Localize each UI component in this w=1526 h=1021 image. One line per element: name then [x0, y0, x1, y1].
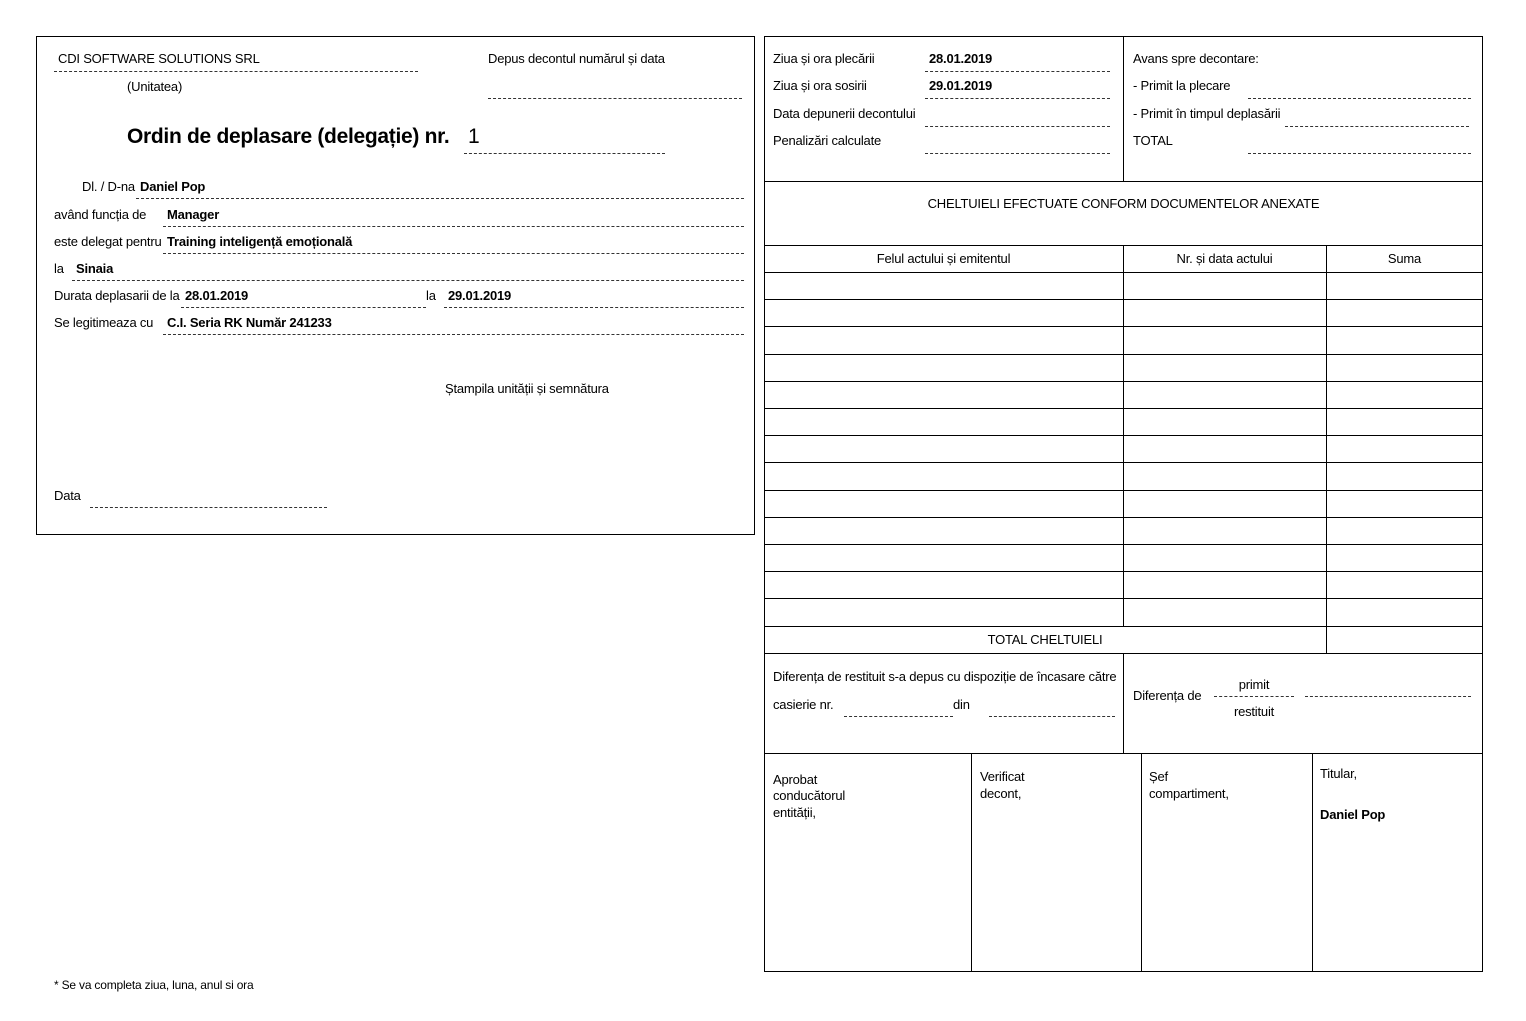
page-title: Ordin de deplasare (delegație) nr.: [127, 125, 450, 148]
top-divider: [1123, 36, 1124, 181]
depus-line[interactable]: [488, 98, 742, 99]
order-number[interactable]: 1: [468, 125, 480, 148]
location-label: la: [54, 261, 64, 276]
holder-name: Daniel Pop: [1320, 807, 1386, 822]
id-label: Se legitimeaza cu: [54, 315, 154, 330]
order-number-line: [464, 153, 665, 154]
company-line: [54, 71, 418, 72]
id-value[interactable]: C.I. Seria RK Număr 241233: [167, 315, 332, 330]
table-row[interactable]: [764, 626, 1483, 627]
table-row[interactable]: [764, 462, 1483, 463]
location-line: [72, 280, 744, 281]
chief-line-2: compartiment,: [1149, 786, 1229, 801]
date-label: Data: [54, 488, 81, 503]
total-expenses-label: TOTAL CHELTUIELI: [987, 632, 1103, 647]
returned-word: restituit: [1233, 704, 1275, 719]
person-label: Dl. / D-na: [82, 179, 135, 194]
penalties-label: Penalizări calculate: [773, 133, 882, 148]
duration-from-value[interactable]: 28.01.2019: [185, 288, 249, 303]
footnote: * Se va completa ziua, luna, anul si ora: [54, 978, 254, 992]
penalties-line[interactable]: [925, 153, 1110, 154]
advance-label: Avans spre decontare:: [1133, 51, 1259, 66]
sig-divider-2: [1141, 753, 1142, 972]
table-row[interactable]: [764, 490, 1483, 491]
arrival-label: Ziua și ora sosirii: [773, 78, 867, 93]
table-row[interactable]: [764, 544, 1483, 545]
received-departure-label: - Primit la plecare: [1133, 78, 1231, 93]
travel-order-form: [36, 36, 755, 535]
received-during-line[interactable]: [1285, 126, 1469, 127]
col-header-sum: Suma: [1387, 251, 1422, 266]
col-header-nr: Nr. și data actului: [1176, 251, 1273, 266]
settlement-date-line[interactable]: [925, 126, 1110, 127]
function-line: [163, 226, 744, 227]
approved-line-1: Aprobat: [773, 772, 818, 787]
approved-line-3: entității,: [773, 805, 816, 820]
table-row[interactable]: [764, 354, 1483, 355]
sig-divider-1: [971, 753, 972, 972]
person-line: [136, 198, 744, 199]
expenses-heading: CHELTUIELI EFECTUATE CONFORM DOCUMENTELOR ANEXATE: [927, 196, 1320, 211]
duration-label: Durata deplasarii de la: [54, 288, 180, 303]
difference-text-2: casierie nr.: [773, 697, 834, 712]
table-col-divider-2: [1326, 245, 1327, 653]
received-departure-line[interactable]: [1248, 98, 1471, 99]
fraction-line: [1214, 696, 1294, 697]
table-row[interactable]: [764, 381, 1483, 382]
table-row[interactable]: [764, 408, 1483, 409]
delegated-label: este delegat pentru: [54, 234, 162, 249]
casierie-nr-line[interactable]: [844, 716, 953, 717]
received-during-label: - Primit în timpul deplasării: [1133, 106, 1281, 121]
casierie-date-line[interactable]: [989, 716, 1115, 717]
date-line[interactable]: [90, 507, 327, 508]
settlement-date-label: Data depunerii decontului: [773, 106, 916, 121]
verified-line-1: Verificat: [980, 769, 1025, 784]
delegated-value[interactable]: Training inteligență emoțională: [167, 234, 353, 249]
col-header-act: Felul actului și emitentul: [876, 251, 1011, 266]
departure-label: Ziua și ora plecării: [773, 51, 875, 66]
table-row[interactable]: [764, 326, 1483, 327]
section-divider: [764, 181, 1483, 182]
id-line: [163, 334, 744, 335]
received-word: primit: [1238, 677, 1270, 692]
table-row[interactable]: [764, 299, 1483, 300]
unit-label: (Unitatea): [127, 79, 183, 94]
table-row[interactable]: [764, 571, 1483, 572]
advance-total-line[interactable]: [1248, 153, 1471, 154]
function-value[interactable]: Manager: [167, 207, 220, 222]
difference-text-1: Diferența de restituit s-a depus cu dispoziție de încasare către: [773, 669, 1117, 684]
table-row[interactable]: [764, 517, 1483, 518]
stamp-label: Ștampila unității și semnătura: [445, 381, 609, 396]
difference-amount-line[interactable]: [1305, 696, 1471, 697]
person-value[interactable]: Daniel Pop: [140, 179, 206, 194]
duration-to-value[interactable]: 29.01.2019: [448, 288, 512, 303]
departure-line: [925, 71, 1110, 72]
difference-din: din: [953, 697, 970, 712]
location-value[interactable]: Sinaia: [76, 261, 114, 276]
approved-line-2: conducătorul: [773, 788, 846, 803]
holder-label: Titular,: [1320, 766, 1357, 781]
advance-total-label: TOTAL: [1133, 133, 1173, 148]
table-row[interactable]: [764, 272, 1483, 273]
difference-label: Diferența de: [1133, 688, 1202, 703]
duration-from-line: [181, 307, 426, 308]
signatures-top: [764, 753, 1483, 754]
verified-line-2: decont,: [980, 786, 1022, 801]
departure-value[interactable]: 28.01.2019: [929, 51, 993, 66]
arrival-value[interactable]: 29.01.2019: [929, 78, 993, 93]
function-label: având funcția de: [54, 207, 147, 222]
duration-to-line: [444, 307, 744, 308]
chief-line-1: Șef: [1149, 769, 1168, 784]
depus-label: Depus decontul numărul și data: [488, 51, 665, 66]
duration-to-label: la: [426, 288, 436, 303]
arrival-line: [925, 98, 1110, 99]
table-row[interactable]: [764, 435, 1483, 436]
table-row[interactable]: [764, 598, 1483, 599]
sig-divider-3: [1312, 753, 1313, 972]
delegated-line: [163, 253, 744, 254]
company-name: CDI SOFTWARE SOLUTIONS SRL: [58, 51, 260, 66]
difference-divider: [1123, 653, 1124, 753]
